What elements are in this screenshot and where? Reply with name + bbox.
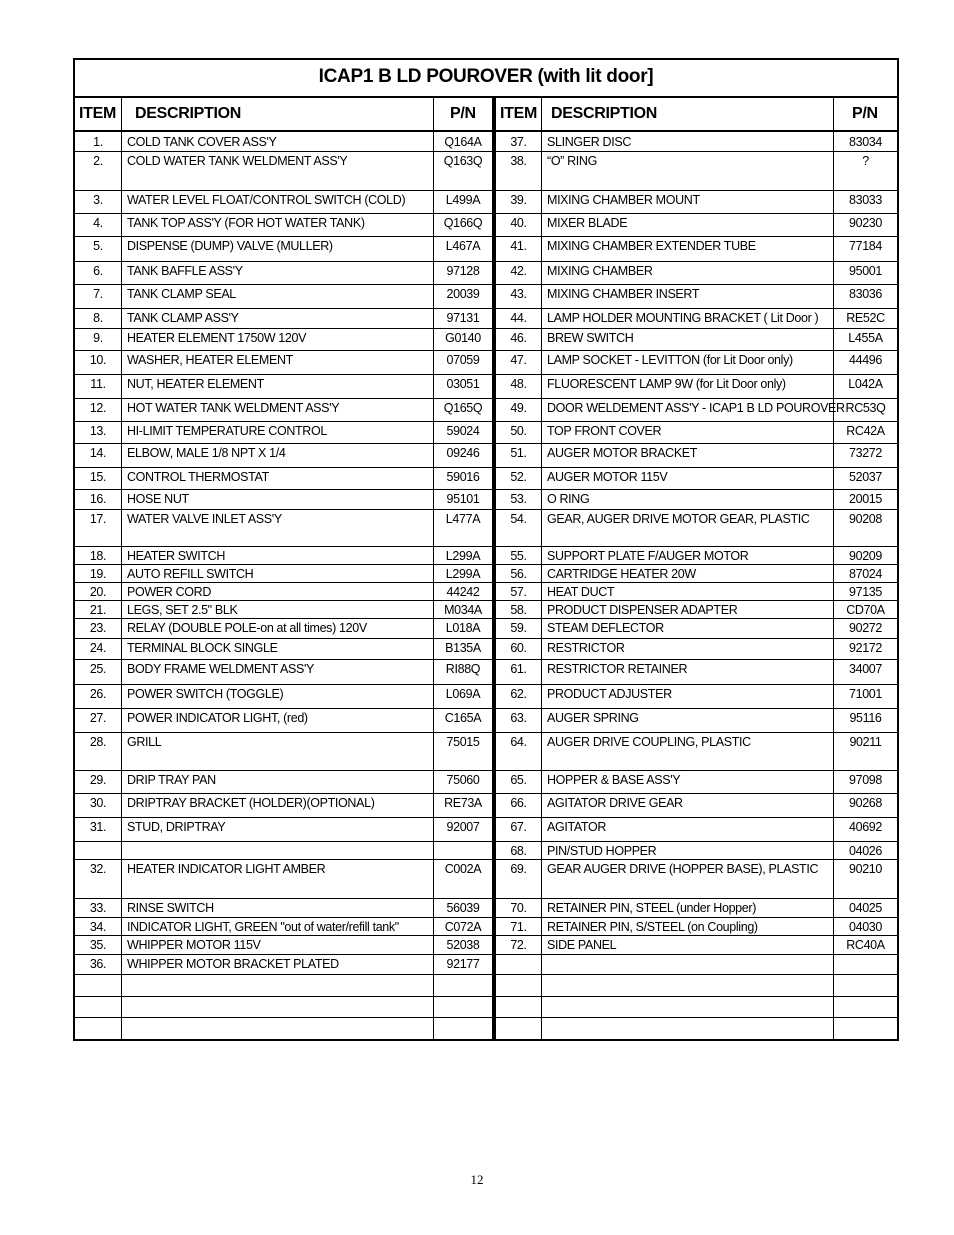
left-part-number: Q164A [444, 135, 482, 149]
right-item-description: FLUORESCENT LAMP 9W (for Lit Door only) [547, 377, 786, 391]
right-item-description: LAMP HOLDER MOUNTING BRACKET ( Lit Door ) [547, 311, 819, 325]
left-item-description: BODY FRAME WELDMENT ASS'Y [127, 662, 314, 676]
left-part-number: 92177 [446, 957, 480, 971]
left-item-description: CONTROL THERMOSTAT [127, 470, 269, 484]
left-part-number: 52038 [446, 938, 480, 952]
right-item-number: 57. [510, 585, 527, 599]
right-part-number: 73272 [848, 446, 882, 460]
row-rule [75, 859, 897, 860]
right-part-number: L455A [848, 331, 883, 345]
right-part-number: 71001 [848, 687, 882, 701]
left-part-number: 95101 [446, 492, 480, 506]
left-item-description: WATER LEVEL FLOAT/CONTROL SWITCH (COLD) [127, 193, 406, 207]
row-rule [75, 600, 897, 601]
left-item-description: WHIPPER MOTOR BRACKET PLATED [127, 957, 339, 971]
left-item-number: 26. [89, 687, 107, 701]
right-item-number: 61. [510, 662, 527, 676]
row-rule [75, 954, 897, 955]
right-part-number: L042A [848, 377, 883, 391]
left-item-description: ELBOW, MALE 1/8 NPT X 1/4 [127, 446, 286, 460]
row-rule [75, 841, 897, 842]
right-item-number: 41. [510, 239, 527, 253]
left-part-number: 20039 [446, 287, 480, 301]
left-item-description: AUTO REFILL SWITCH [127, 567, 254, 581]
right-part-number: 97098 [848, 773, 882, 787]
right-item-number: 40. [510, 216, 527, 230]
right-part-number: 90230 [848, 216, 882, 230]
right-part-number: 04026 [848, 844, 882, 858]
left-part-number: 56039 [446, 901, 480, 915]
left-item-number: 7. [93, 287, 103, 301]
right-item-number: 44. [510, 311, 527, 325]
right-item-number: 49. [510, 401, 527, 415]
row-rule [75, 817, 897, 818]
left-item-number: 1. [93, 135, 103, 149]
left-part-number: L299A [445, 567, 481, 581]
right-part-number: 77184 [848, 239, 882, 253]
left-item-description: COLD TANK COVER ASS'Y [127, 135, 277, 149]
left-item-description: DISPENSE (DUMP) VALVE (MULLER) [127, 239, 333, 253]
left-part-number: C002A [444, 862, 482, 876]
left-item-number: 23. [89, 621, 107, 635]
left-item-description: TERMINAL BLOCK SINGLE [127, 641, 278, 655]
right-part-number: 95116 [849, 711, 882, 725]
right-item-number: 53. [510, 492, 527, 506]
right-item-description: AUGER SPRING [547, 711, 639, 725]
right-item-number: 66. [510, 796, 527, 810]
right-item-description: AUGER DRIVE COUPLING, PLASTIC [547, 735, 751, 749]
right-item-description: RESTRICTOR RETAINER [547, 662, 688, 676]
right-part-number: 90211 [849, 735, 882, 749]
right-item-number: 43. [510, 287, 527, 301]
right-item-number: 56. [510, 567, 527, 581]
left-part-number: 75060 [446, 773, 480, 787]
row-rule [75, 935, 897, 936]
left-item-number: 27. [89, 711, 107, 725]
right-item-number: 71. [510, 920, 527, 934]
left-item-number: 18. [89, 549, 107, 563]
left-part-number: RE73A [444, 796, 482, 810]
header-pn-left: P/N [450, 105, 476, 122]
left-item-number: 29. [89, 773, 107, 787]
right-item-description: AGITATOR DRIVE GEAR [547, 796, 683, 810]
left-item-number: 17. [89, 512, 107, 526]
right-part-number: 83036 [848, 287, 882, 301]
left-item-description: TANK CLAMP ASS'Y [127, 311, 239, 325]
right-item-description: RESTRICTOR [547, 641, 625, 655]
left-item-number: 5. [93, 239, 103, 253]
row-rule [75, 974, 897, 975]
row-rule [75, 638, 897, 639]
row-rule [75, 618, 897, 619]
right-part-number: 87024 [848, 567, 882, 581]
left-item-description: GRILL [127, 735, 162, 749]
right-item-description: PIN/STUD HOPPER [547, 844, 657, 858]
right-part-number: 04025 [848, 901, 882, 915]
right-item-description: AGITATOR [547, 820, 607, 834]
left-item-description: HEATER ELEMENT 1750W 120V [127, 331, 307, 345]
row-rule [75, 421, 897, 422]
left-item-number: 25. [89, 662, 107, 676]
left-part-number: 59024 [446, 424, 480, 438]
right-part-number: 97135 [848, 585, 882, 599]
left-part-number: Q163Q [443, 154, 483, 168]
row-rule [75, 917, 897, 918]
left-part-number: 09246 [446, 446, 480, 460]
left-part-number: G0140 [445, 331, 481, 345]
left-item-number: 14. [89, 446, 107, 460]
left-part-number: Q165Q [443, 401, 483, 415]
right-item-description: STEAM DEFLECTOR [547, 621, 664, 635]
right-item-number: 70. [510, 901, 527, 915]
left-item-number: 34. [89, 920, 107, 934]
right-item-description: PRODUCT DISPENSER ADAPTER [547, 603, 738, 617]
left-part-number: 92007 [446, 820, 480, 834]
right-item-description: MIXING CHAMBER MOUNT [547, 193, 700, 207]
row-rule [75, 684, 897, 685]
right-part-number: 90210 [848, 862, 882, 876]
row-rule [75, 284, 897, 285]
row-rule [75, 261, 897, 262]
left-item-number: 4. [93, 216, 103, 230]
left-item-description: HEATER SWITCH [127, 549, 225, 563]
left-item-number: 21. [89, 603, 107, 617]
right-item-description: O RING [547, 492, 590, 506]
header-description-right: DESCRIPTION [551, 105, 658, 122]
left-part-number: 59016 [446, 470, 480, 484]
row-rule [75, 793, 897, 794]
left-item-description: INDICATOR LIGHT, GREEN "out of water/refill tank" [127, 920, 399, 934]
left-item-description: TANK CLAMP SEAL [127, 287, 236, 301]
left-item-number: 9. [93, 331, 103, 345]
left-part-number: B135A [445, 641, 481, 655]
left-item-description: LEGS, SET 2.5" BLK [127, 603, 238, 617]
right-item-number: 51. [510, 446, 527, 460]
left-item-number: 12. [89, 401, 107, 415]
right-item-description: TOP FRONT COVER [547, 424, 662, 438]
right-item-description: RETAINER PIN, S/STEEL (on Coupling) [547, 920, 758, 934]
right-part-number: ? [862, 154, 869, 168]
left-item-number: 30. [89, 796, 107, 810]
left-item-description: WATER VALVE INLET ASS'Y [127, 512, 282, 526]
right-item-description: HOPPER & BASE ASS'Y [547, 773, 681, 787]
row-rule [75, 708, 897, 709]
right-item-description: SLINGER DISC [547, 135, 632, 149]
left-part-number: L499A [445, 193, 481, 207]
left-item-number: 11. [90, 377, 106, 391]
right-item-number: 46. [510, 331, 527, 345]
right-item-number: 67. [510, 820, 527, 834]
right-item-description: AUGER MOTOR 115V [547, 470, 668, 484]
left-item-number: 33. [89, 901, 107, 915]
row-rule [75, 467, 897, 468]
row-rule [75, 659, 897, 660]
right-item-number: 62. [510, 687, 527, 701]
left-item-number: 10. [89, 353, 107, 367]
left-item-number: 28. [89, 735, 107, 749]
row-rule [75, 582, 897, 583]
left-part-number: 75015 [446, 735, 480, 749]
left-item-number: 3. [93, 193, 103, 207]
row-rule [75, 443, 897, 444]
right-item-number: 48. [510, 377, 527, 391]
row-rule [75, 996, 897, 997]
row-rule [75, 770, 897, 771]
left-part-number: L018A [445, 621, 481, 635]
header-pn-right: P/N [852, 105, 878, 122]
left-part-number: M034A [444, 603, 482, 617]
row-rule [75, 213, 897, 214]
left-item-description: TANK TOP ASS'Y (FOR HOT WATER TANK) [127, 216, 365, 230]
left-item-number: 15. [89, 470, 107, 484]
right-item-number: 47. [510, 353, 527, 367]
parts-table [73, 58, 899, 1041]
row-rule [75, 308, 897, 309]
right-item-number: 39. [510, 193, 527, 207]
right-item-description: DOOR WELDEMENT ASS'Y - ICAP1 B LD POUROVER [547, 401, 845, 415]
left-item-description: HI-LIMIT TEMPERATURE CONTROL [127, 424, 327, 438]
right-part-number: 90272 [848, 621, 882, 635]
table-title: ICAP1 B LD POUROVER (with lit door] [75, 60, 897, 98]
right-item-number: 50. [510, 424, 527, 438]
row-rule [75, 564, 897, 565]
page-number: 12 [470, 1172, 484, 1187]
right-item-description: RETAINER PIN, STEEL (under Hopper) [547, 901, 757, 915]
row-rule [75, 489, 897, 490]
left-item-number: 8. [93, 311, 103, 325]
left-item-number: 31. [89, 820, 107, 834]
right-item-number: 54. [510, 512, 527, 526]
right-item-description: AUGER MOTOR BRACKET [547, 446, 698, 460]
right-item-description: GEAR AUGER DRIVE (HOPPER BASE), PLASTIC [547, 862, 819, 876]
left-item-description: WASHER, HEATER ELEMENT [127, 353, 293, 367]
left-part-number: 07059 [446, 353, 480, 367]
row-rule [75, 398, 897, 399]
left-item-description: POWER CORD [127, 585, 212, 599]
left-part-number: 03051 [446, 377, 480, 391]
right-item-description: LAMP SOCKET - LEVITTON (for Lit Door only) [547, 353, 793, 367]
right-item-description: HEAT DUCT [547, 585, 615, 599]
left-item-description: HEATER INDICATOR LIGHT AMBER [127, 862, 326, 876]
right-item-number: 63. [510, 711, 527, 725]
left-part-number: 44242 [446, 585, 480, 599]
right-part-number: 52037 [848, 470, 882, 484]
row-rule [75, 898, 897, 899]
row-rule [75, 374, 897, 375]
right-item-number: 38. [510, 154, 527, 168]
left-item-number: 35. [89, 938, 107, 952]
left-part-number: 97128 [446, 264, 480, 278]
right-part-number: 40692 [848, 820, 882, 834]
right-item-description: MIXING CHAMBER [547, 264, 653, 278]
left-item-description: WHIPPER MOTOR 115V [127, 938, 261, 952]
left-item-description: DRIP TRAY PAN [127, 773, 216, 787]
right-item-description: GEAR, AUGER DRIVE MOTOR GEAR, PLASTIC [547, 512, 810, 526]
left-item-description: RELAY (DOUBLE POLE-on at all times) 120V [127, 621, 367, 635]
right-part-number: 04030 [848, 920, 882, 934]
left-part-number: L477A [445, 512, 481, 526]
row-rule [75, 509, 897, 510]
right-item-number: 72. [510, 938, 527, 952]
right-item-description: MIXING CHAMBER INSERT [547, 287, 700, 301]
left-item-description: COLD WATER TANK WELDMENT ASS'Y [127, 154, 348, 168]
left-part-number: 97131 [446, 311, 480, 325]
right-item-description: MIXING CHAMBER EXTENDER TUBE [547, 239, 756, 253]
left-part-number: L069A [445, 687, 481, 701]
right-part-number: 83033 [848, 193, 882, 207]
right-part-number: 83034 [848, 135, 882, 149]
right-item-number: 64. [510, 735, 527, 749]
right-item-number: 52. [510, 470, 527, 484]
right-part-number: 90268 [848, 796, 882, 810]
right-item-description: MIXER BLADE [547, 216, 628, 230]
row-rule [75, 546, 897, 547]
left-item-number: 24. [89, 641, 107, 655]
right-item-description: PRODUCT ADJUSTER [547, 687, 672, 701]
right-item-number: 55. [510, 549, 527, 563]
left-item-description: POWER SWITCH (TOGGLE) [127, 687, 284, 701]
right-item-description: BREW SWITCH [547, 331, 634, 345]
row-rule [75, 1017, 897, 1018]
right-part-number: 90209 [848, 549, 882, 563]
left-item-description: TANK BAFFLE ASS'Y [127, 264, 243, 278]
header-description-left: DESCRIPTION [135, 105, 242, 122]
left-item-description: NUT, HEATER ELEMENT [127, 377, 264, 391]
left-item-description: STUD, DRIPTRAY [127, 820, 226, 834]
left-part-number: RI88Q [445, 662, 481, 676]
left-item-description: POWER INDICATOR LIGHT, (red) [127, 711, 308, 725]
right-part-number: 95001 [848, 264, 882, 278]
right-item-number: 69. [510, 862, 527, 876]
right-item-number: 65. [510, 773, 527, 787]
right-item-number: 68. [510, 844, 527, 858]
left-item-number: 19. [89, 567, 107, 581]
left-part-number: C165A [444, 711, 482, 725]
row-rule [75, 151, 897, 152]
right-part-number: 20015 [848, 492, 882, 506]
left-item-number: 20. [89, 585, 107, 599]
right-item-number: 42. [510, 264, 527, 278]
left-item-description: HOSE NUT [127, 492, 189, 506]
left-part-number: L299A [445, 549, 481, 563]
right-item-number: 59. [510, 621, 527, 635]
right-item-number: 58. [510, 603, 527, 617]
left-part-number: Q166Q [443, 216, 483, 230]
right-item-description: CARTRIDGE HEATER 20W [547, 567, 696, 581]
left-item-number: 13. [89, 424, 107, 438]
row-rule [75, 328, 897, 329]
header-item-left: ITEM [79, 105, 117, 122]
right-item-number: 60. [510, 641, 527, 655]
header-item-right: ITEM [500, 105, 538, 122]
row-rule [75, 350, 897, 351]
left-item-number: 16. [89, 492, 107, 506]
right-part-number: 34007 [848, 662, 882, 676]
right-part-number: RC40A [846, 938, 885, 952]
row-rule [75, 732, 897, 733]
left-item-number: 6. [93, 264, 103, 278]
row-rule [75, 190, 897, 191]
right-item-description: SIDE PANEL [547, 938, 617, 952]
left-item-description: HOT WATER TANK WELDMENT ASS'Y [127, 401, 340, 415]
left-item-description: DRIPTRAY BRACKET (HOLDER)(OPTIONAL) [127, 796, 375, 810]
left-item-number: 2. [93, 154, 103, 168]
left-item-description: RINSE SWITCH [127, 901, 214, 915]
right-part-number: 90208 [848, 512, 882, 526]
left-part-number: L467A [445, 239, 481, 253]
row-rule [75, 236, 897, 237]
right-part-number: RE52C [846, 311, 885, 325]
right-part-number: 44496 [848, 353, 882, 367]
right-part-number: RC42A [846, 424, 885, 438]
left-item-number: 36. [89, 957, 107, 971]
left-part-number: C072A [444, 920, 482, 934]
right-item-description: “O” RING [547, 154, 597, 168]
left-item-number: 32. [89, 862, 107, 876]
right-item-description: SUPPORT PLATE F/AUGER MOTOR [547, 549, 749, 563]
header-rule [75, 130, 897, 132]
right-item-number: 37. [510, 135, 527, 149]
right-part-number: RC53Q [845, 401, 886, 415]
right-part-number: CD70A [846, 603, 885, 617]
right-part-number: 92172 [848, 641, 882, 655]
